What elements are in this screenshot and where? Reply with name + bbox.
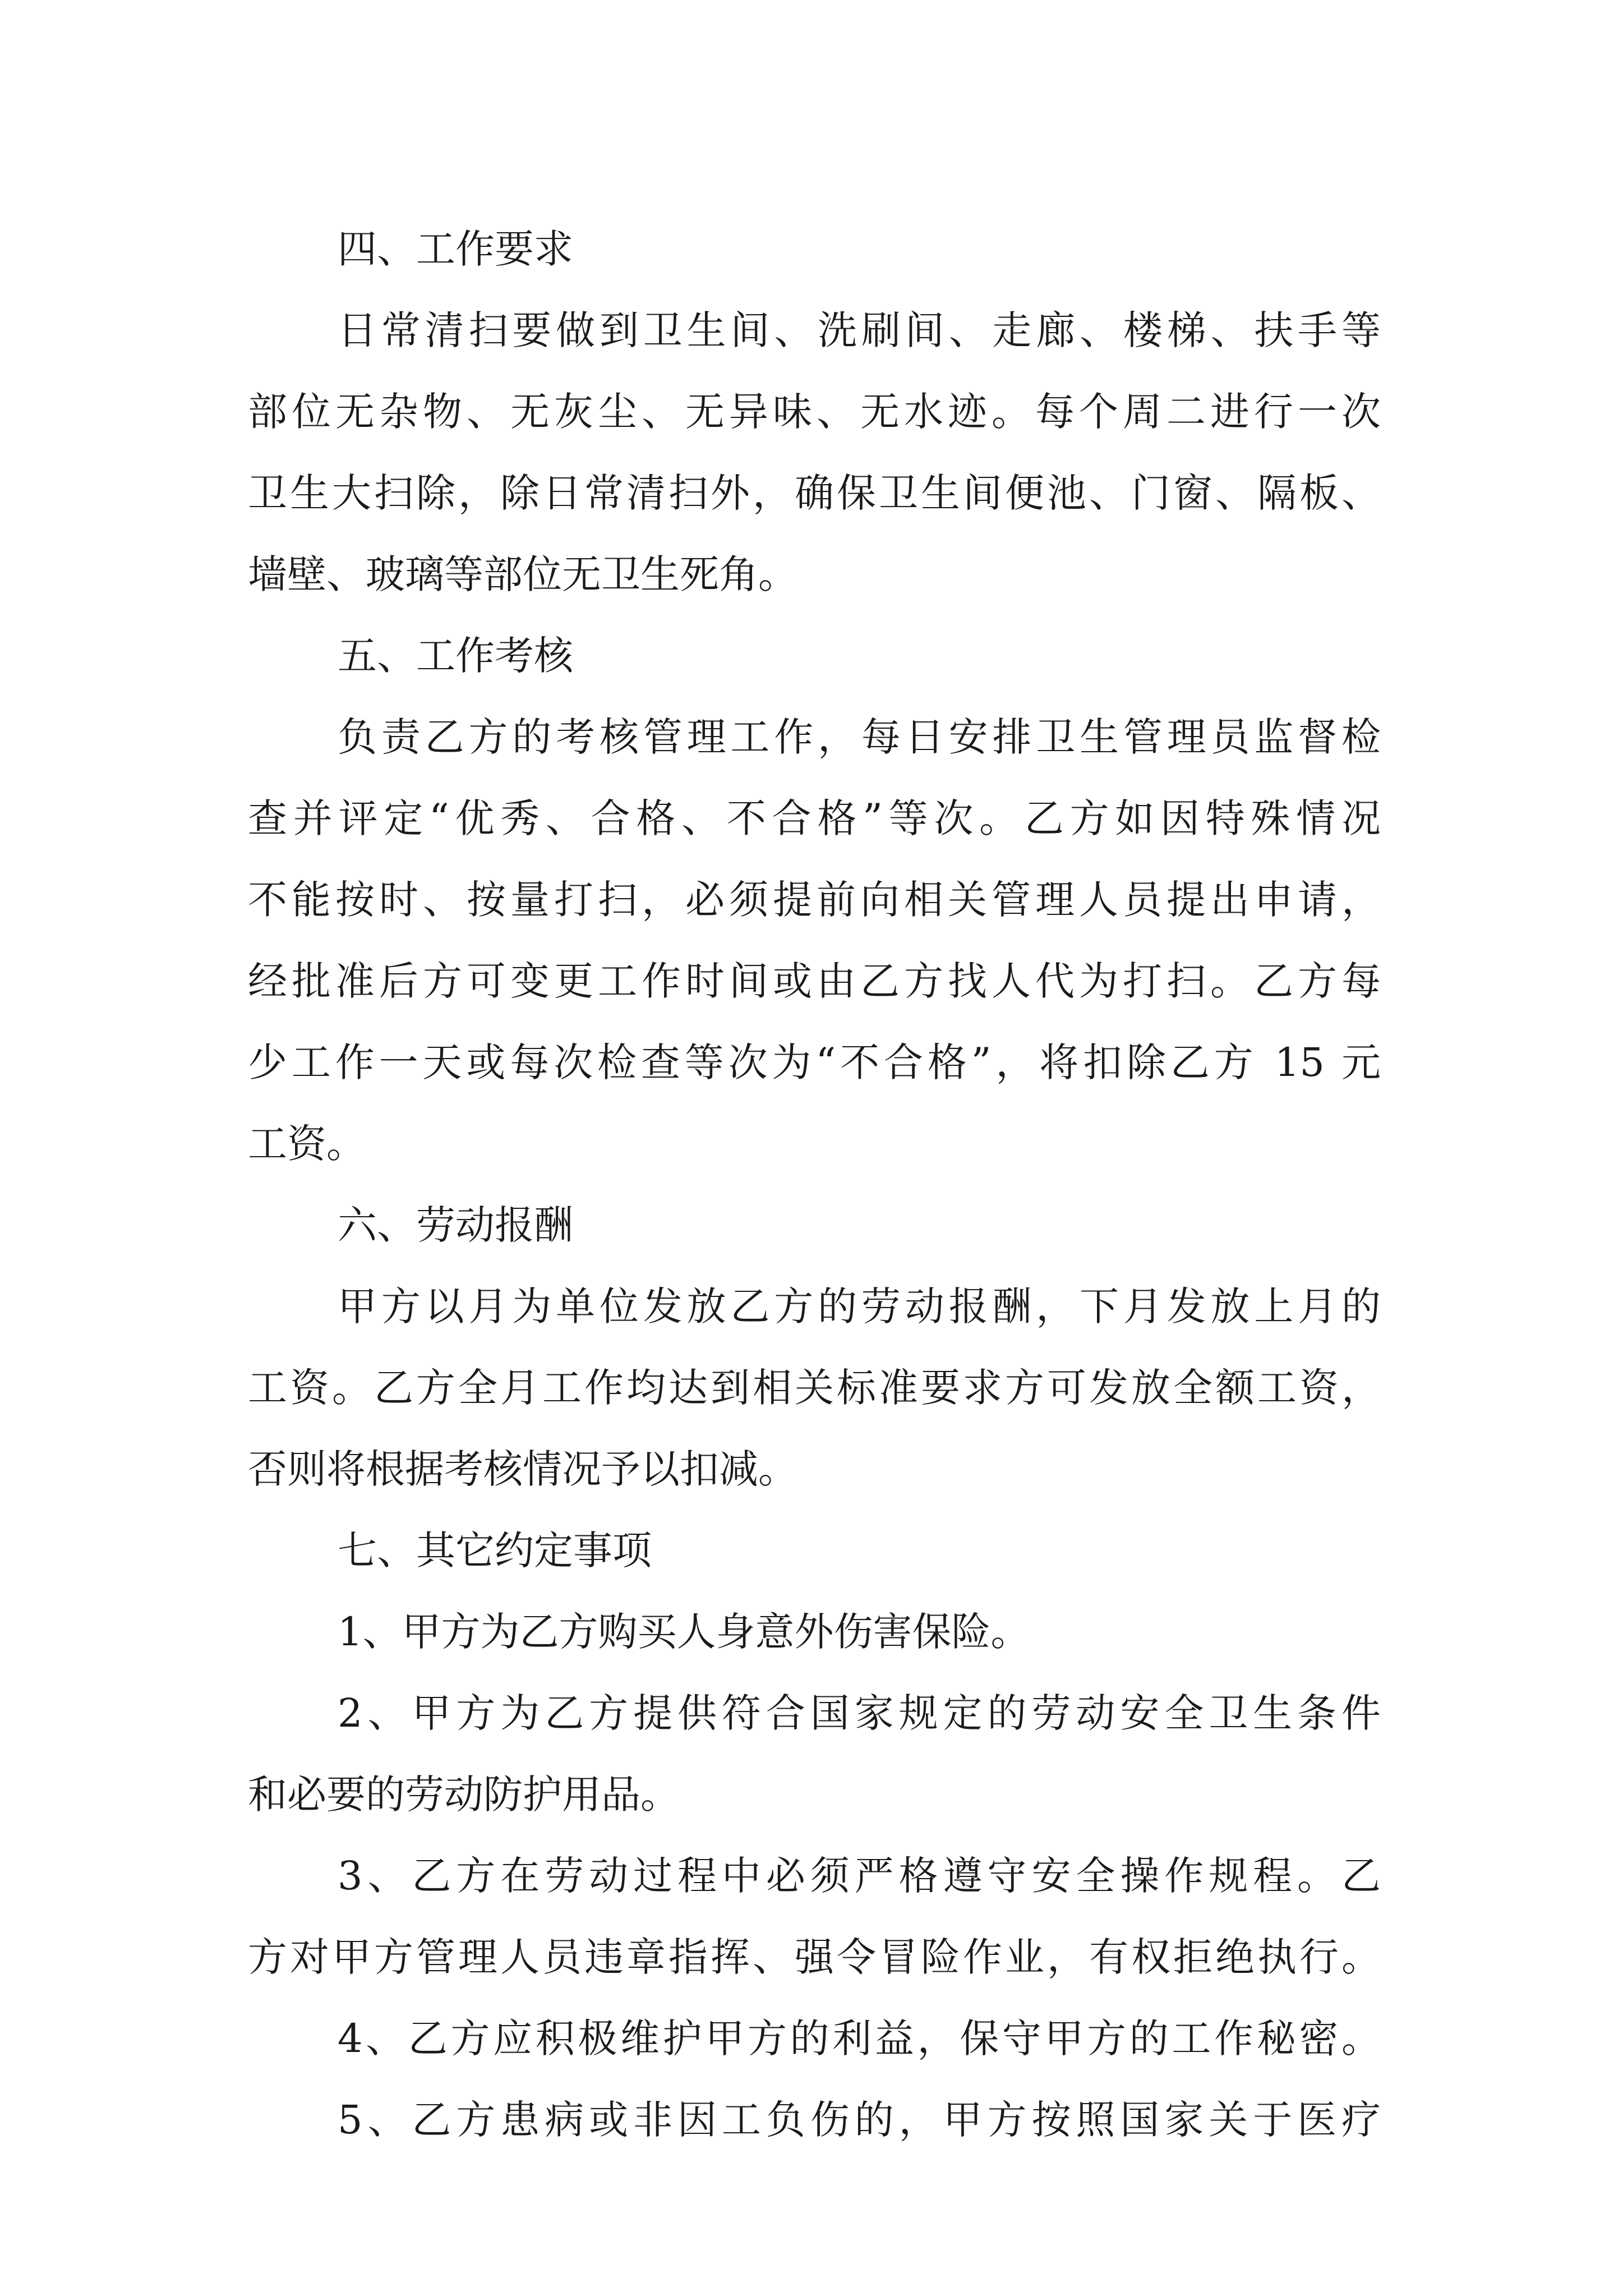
section-heading-5: 五、工作考核 [338, 633, 573, 679]
paragraph-line: 日常清扫要做到卫生间、洗刷间、走廊、楼梯、扶手等 [338, 307, 1381, 353]
section-heading-7: 七、其它约定事项 [338, 1527, 652, 1573]
list-item-2: 2、甲方为乙方提供符合国家规定的劳动安全卫生条件 [338, 1690, 1381, 1736]
section-heading-6: 六、劳动报酬 [338, 1202, 573, 1248]
list-item-3: 3、乙方在劳动过程中必须严格遵守安全操作规程。乙 [338, 1853, 1381, 1899]
paragraph-line: 甲方以月为单位发放乙方的劳动报酬，下月发放上月的 [338, 1283, 1381, 1329]
paragraph-line: 负责乙方的考核管理工作，每日安排卫生管理员监督检 [338, 714, 1381, 760]
paragraph-line: 不能按时、按量打扫，必须提前向相关管理人员提出申请， [248, 877, 1381, 923]
paragraph-line: 少工作一天或每次检查等次为“不合格”，将扣除乙方 15 元 [248, 1039, 1381, 1085]
list-item-5: 5、乙方患病或非因工负伤的，甲方按照国家关于医疗 [338, 2097, 1381, 2143]
list-item-4: 4、乙方应积极维护甲方的利益，保守甲方的工作秘密。 [338, 2016, 1381, 2062]
paragraph-line: 工资。乙方全月工作均达到相关标准要求方可发放全额工资， [248, 1365, 1381, 1411]
document-body [248, 209, 1381, 2161]
paragraph-line: 否则将根据考核情况予以扣减。 [248, 1446, 797, 1492]
list-item-1: 1、甲方为乙方购买人身意外伤害保险。 [338, 1609, 1030, 1655]
paragraph-line: 卫生大扫除，除日常清扫外，确保卫生间便池、门窗、隔板、 [248, 470, 1381, 516]
paragraph-line: 工资。 [248, 1121, 366, 1167]
paragraph-line: 经批准后方可变更工作时间或由乙方找人代为打扫。乙方每 [248, 958, 1381, 1004]
paragraph-line: 方对甲方管理人员违章指挥、强令冒险作业，有权拒绝执行。 [248, 1934, 1381, 1980]
paragraph-line: 和必要的劳动防护用品。 [248, 1772, 680, 1818]
paragraph-line: 查并评定“优秀、合格、不合格”等次。乙方如因特殊情况 [248, 795, 1381, 841]
paragraph-line: 部位无杂物、无灰尘、无异味、无水迹。每个周二进行一次 [248, 389, 1381, 435]
paragraph-line: 墙壁、玻璃等部位无卫生死角。 [248, 551, 797, 597]
section-heading-4: 四、工作要求 [338, 226, 573, 272]
